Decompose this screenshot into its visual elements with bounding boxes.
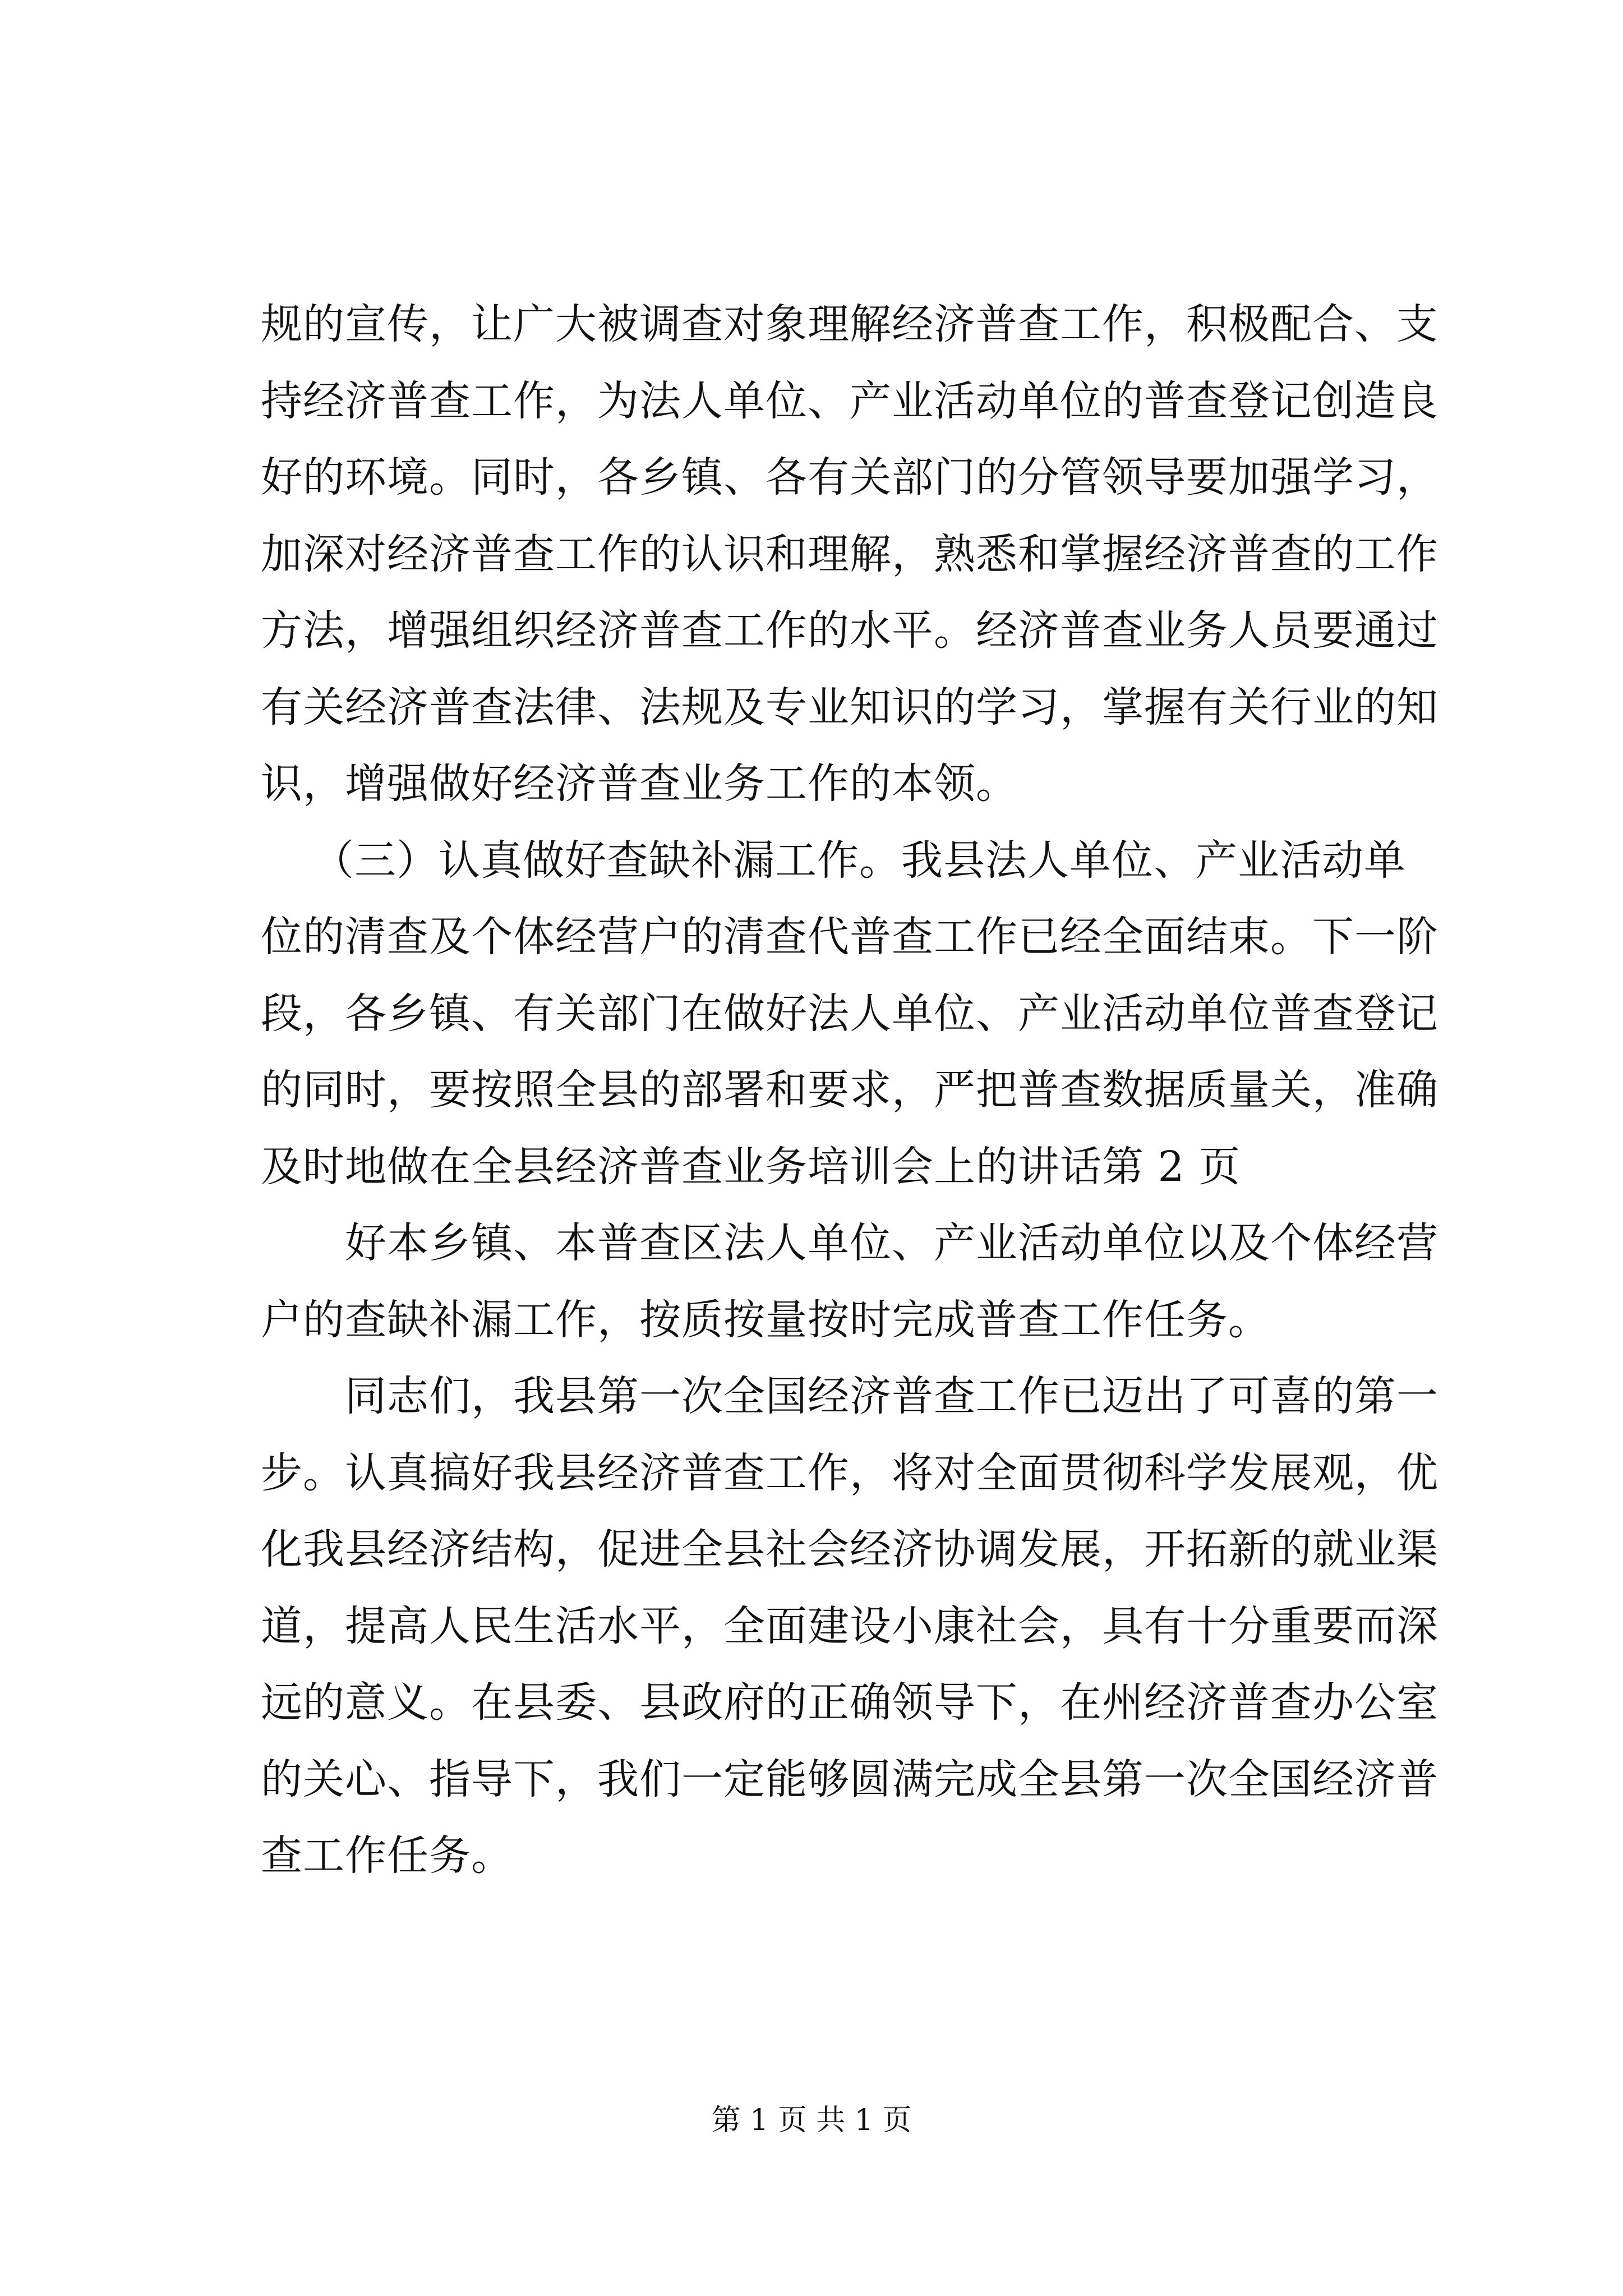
body-line: 段，各乡镇、有关部门在做好法人单位、产业活动单位普查登记 <box>261 989 1438 1038</box>
body-line: 方法，增强组织经济普查工作的水平。经济普查业务人员要通过 <box>261 606 1438 655</box>
body-line: 远的意义。在县委、县政府的正确领导下，在州经济普查办公室 <box>261 1678 1438 1727</box>
body-line: 加深对经济普查工作的认识和理解，熟悉和掌握经济普查的工作 <box>261 530 1438 578</box>
paragraph-start-line: 好本乡镇、本普查区法人单位、产业活动单位以及个体经营 <box>345 1219 1438 1267</box>
body-line: 位的清查及个体经营户的清查代普查工作已经全面结束。下一阶 <box>261 913 1438 961</box>
page-footer: 第 1 页 共 1 页 <box>711 2104 912 2137</box>
body-line: 步。认真搞好我县经济普查工作，将对全面贯彻科学发展观，优 <box>261 1448 1438 1497</box>
body-line: 化我县经济结构，促进全县社会经济协调发展，开拓新的就业渠 <box>261 1525 1438 1573</box>
body-line: 的关心、指导下，我们一定能够圆满完成全县第一次全国经济普 <box>261 1755 1438 1803</box>
body-line: 及时地做在全县经济普查业务培训会上的讲话第 2 页 <box>261 1142 1241 1191</box>
body-line: 查工作任务。 <box>261 1832 513 1880</box>
body-line: 有关经济普查法律、法规及专业知识的学习，掌握有关行业的知 <box>261 683 1438 731</box>
paragraph-start-line: 同志们，我县第一次全国经济普查工作已迈出了可喜的第一 <box>345 1372 1438 1420</box>
document-body <box>261 286 1438 1894</box>
body-line: 识，增强做好经济普查业务工作的本领。 <box>261 760 1018 808</box>
body-line: 的同时，要按照全县的部署和要求，严把普查数据质量关，准确 <box>261 1066 1438 1114</box>
section-heading-line: （三）认真做好查缺补漏工作。我县法人单位、产业活动单 <box>312 836 1406 885</box>
body-line: 户的查缺补漏工作，按质按量按时完成普查工作任务。 <box>261 1295 1270 1344</box>
body-line: 规的宣传，让广大被调查对象理解经济普查工作，积极配合、支 <box>261 300 1438 348</box>
body-line: 道，提高人民生活水平，全面建设小康社会，具有十分重要而深 <box>261 1602 1438 1650</box>
body-line: 好的环境。同时，各乡镇、各有关部门的分管领导要加强学习， <box>261 453 1438 501</box>
body-line: 持经济普查工作，为法人单位、产业活动单位的普查登记创造良 <box>261 376 1438 425</box>
